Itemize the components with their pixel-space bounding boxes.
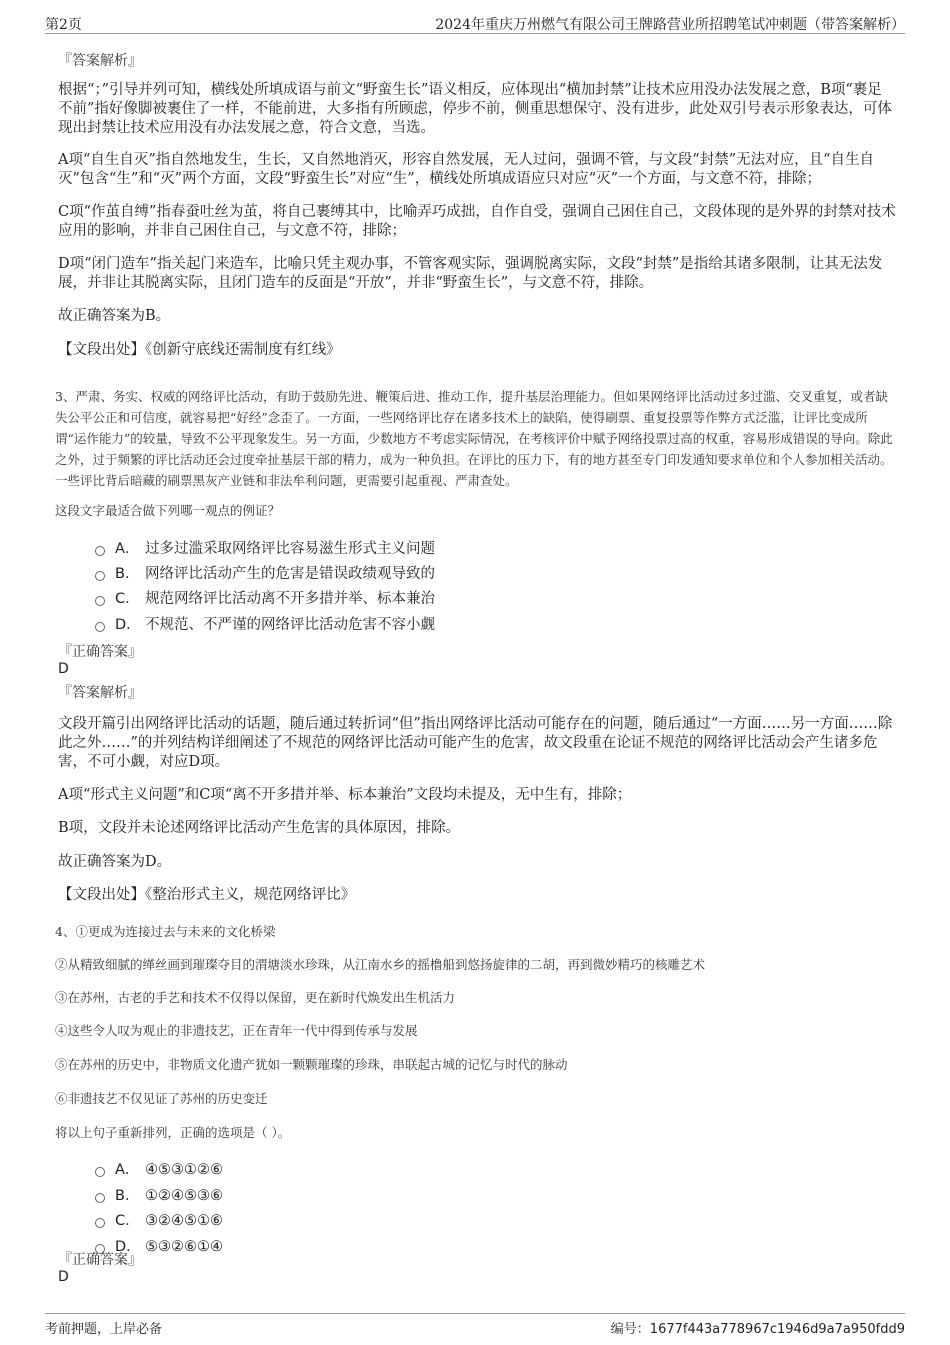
q3-source: 【文段出处】《整治形式主义，规范网络评比》 — [58, 887, 356, 903]
q4-question: 将以上句子重新排列，正确的选项是（ ）。 — [55, 1125, 291, 1140]
q4-option-b[interactable]: B． ①②④⑤③⑥ — [95, 1184, 223, 1205]
q3-option-c[interactable]: C． 规范网络评比活动离不开多措并举、标本兼治 — [95, 587, 435, 608]
q4-sentence-3: ③在苏州，古老的手艺和技术不仅得以保留，更在新时代焕发出生机活力 — [55, 990, 456, 1005]
footer-slogan: 考前押题，上岸必备 — [45, 1322, 163, 1337]
q3-option-a[interactable]: A． 过多过滥采取网络评比容易滋生形式主义问题 — [95, 537, 435, 558]
q2-answer-statement: 故正确答案为B。 — [58, 308, 171, 324]
q2-analysis-para-2: A项“自生自灭”指自然地发生，生长，又自然地消灭，形容自然发展，无人过问，强调不管，与文段“封禁”无法对应，且“自生自灭”包含“生”和“灭”两个方面，文段“野蛮生长”对应“生”，横线处所填成语应只对应“灭”一个方面，与文意不符，排除； — [58, 152, 875, 187]
q4-sentence-2: ②从精致细腻的缂丝画到璀璨夺目的渭塘淡水珍珠，从江南水乡的摇橹船到悠扬旋律的二胡，再到微妙精巧的核雕艺术 — [55, 957, 706, 972]
radio-icon[interactable] — [95, 1193, 105, 1203]
radio-icon[interactable] — [95, 1167, 105, 1177]
q4-answer-label: 『正确答案』 — [58, 1252, 142, 1268]
radio-icon[interactable] — [95, 622, 105, 632]
q3-answer: D — [58, 661, 69, 677]
footer-serial: 编号：1677f443a778967c1946d9a7a950fdd9 — [610, 1322, 905, 1337]
q4-option-c[interactable]: C． ③②④⑤①⑥ — [95, 1209, 223, 1230]
q4-sentence-1: 4、①更成为连接过去与未来的文化桥梁 — [55, 924, 276, 939]
q3-option-b[interactable]: B． 网络评比活动产生的危害是错误政绩观导致的 — [95, 562, 435, 583]
page-number: 第2页 — [45, 17, 82, 33]
q4-answer: D — [58, 1269, 69, 1285]
footer-divider — [45, 1313, 905, 1314]
q3-stem: 3、严肃、务实、权威的网络评比活动，有助于鼓励先进、鞭策后进、推动工作，提升基层治理能力。但如果网络评比活动过多过滥、交叉重复，或者缺失公平公正和可信度，就容易把“好经”念歪了。一方面，一些网络评比存在诸多技术上的缺陷，使得刷票、重复投票等作弊方式泛滥，让评比变成所谓“运作能力”的较量，导致不公平现象发生。另一方面，少数地方不考虑实际情况，在考核评价中赋予网络投票过高的权重，容易形成错误的导向。除此之外，过于频繁的评比活动还会过度牵扯基层干部的精力，成为一种负担。在评比的压力下，有的地方甚至专门印发通知要求单位和个人参加相关活动。一些评比背后暗藏的刷票黑灰产业链和非法牟利问题，更需要引起重视、严肃查处。 — [55, 389, 893, 488]
q4-sentence-5: ⑤在苏州的历史中，非物质文化遗产犹如一颗颗璀璨的珍珠，串联起古城的记忆与时代的脉动 — [55, 1057, 568, 1072]
q2-analysis-para-3: C项“作茧自缚”指春蚕吐丝为茧，将自己裹缚其中，比喻弄巧成拙，自作自受，强调自己困住自己，文段体现的是外界的封禁对技术应用的影响，并非自己困住自己，与文意不符，排除； — [58, 204, 896, 239]
radio-icon[interactable] — [95, 596, 105, 606]
radio-icon[interactable] — [95, 546, 105, 556]
radio-icon[interactable] — [95, 1218, 105, 1228]
q4-option-a[interactable]: A． ④⑤③①②⑥ — [95, 1158, 223, 1179]
q3-answer-label: 『正确答案』 — [58, 644, 142, 660]
q3-analysis-para-1: 文段开篇引出网络评比活动的话题，随后通过转折词“但”指出网络评比活动可能存在的问题，随后通过“一方面……另一方面……除此之外……”的并列结构详细阐述了不规范的网络评比活动可能产生的危害，故文段重在论证不规范的网络评比活动会产生诸多危害，不可小觑，对应D项。 — [58, 716, 893, 770]
q3-option-d[interactable]: D． 不规范、不严谨的网络评比活动危害不容小觑 — [95, 613, 435, 634]
q2-source: 【文段出处】《创新守底线还需制度有红线》 — [58, 342, 341, 358]
q4-sentence-4: ④这些令人叹为观止的非遗技艺，正在青年一代中得到传承与发展 — [55, 1023, 418, 1038]
q4-sentence-6: ⑥非遗技艺不仅见证了苏州的历史变迁 — [55, 1091, 268, 1106]
q4-option-d[interactable]: D． ⑤③②⑥①④ — [95, 1235, 223, 1256]
q2-analysis-label: 『答案解析』 — [58, 53, 142, 69]
q2-analysis-para-4: D项“闭门造车”指关起门来造车，比喻只凭主观办事，不管客观实际，强调脱离实际，文段“封禁”是指给其诸多限制，让其无法发展，并非让其脱离实际，且闭门造车的反面是“开放”，并非“野蛮生长”，与文意不符，排除。 — [58, 256, 883, 291]
q3-analysis-para-2: A项“形式主义问题”和C项“离不开多措并举、标本兼治”文段均未提及，无中生有，排除； — [58, 787, 632, 803]
q2-analysis-para-1: 根据“；”引导并列可知，横线处所填成语与前文“野蛮生长”语义相反，应体现出“横加封禁”让技术应用没办法发展之意，B项“裹足不前”指好像脚被裹住了一样，不能前进，大多指有所顾虑，停步不前，侧重思想保守、没有进步，此处双引号表示形象表达，可体现出封禁让技术应用没有办法发展之意，符合文意，当选。 — [58, 82, 892, 136]
header-divider — [45, 33, 905, 34]
q3-analysis-para-3: B项，文段并未论述网络评比活动产生危害的具体原因，排除。 — [58, 820, 461, 836]
q3-analysis-label: 『答案解析』 — [58, 685, 142, 701]
document-title: 2024年重庆万州燃气有限公司王牌路营业所招聘笔试冲刺题（带答案解析） — [435, 17, 905, 33]
radio-icon[interactable] — [95, 571, 105, 581]
q3-question: 这段文字最适合做下列哪一观点的例证？ — [55, 503, 281, 518]
q3-answer-statement: 故正确答案为D。 — [58, 854, 172, 870]
